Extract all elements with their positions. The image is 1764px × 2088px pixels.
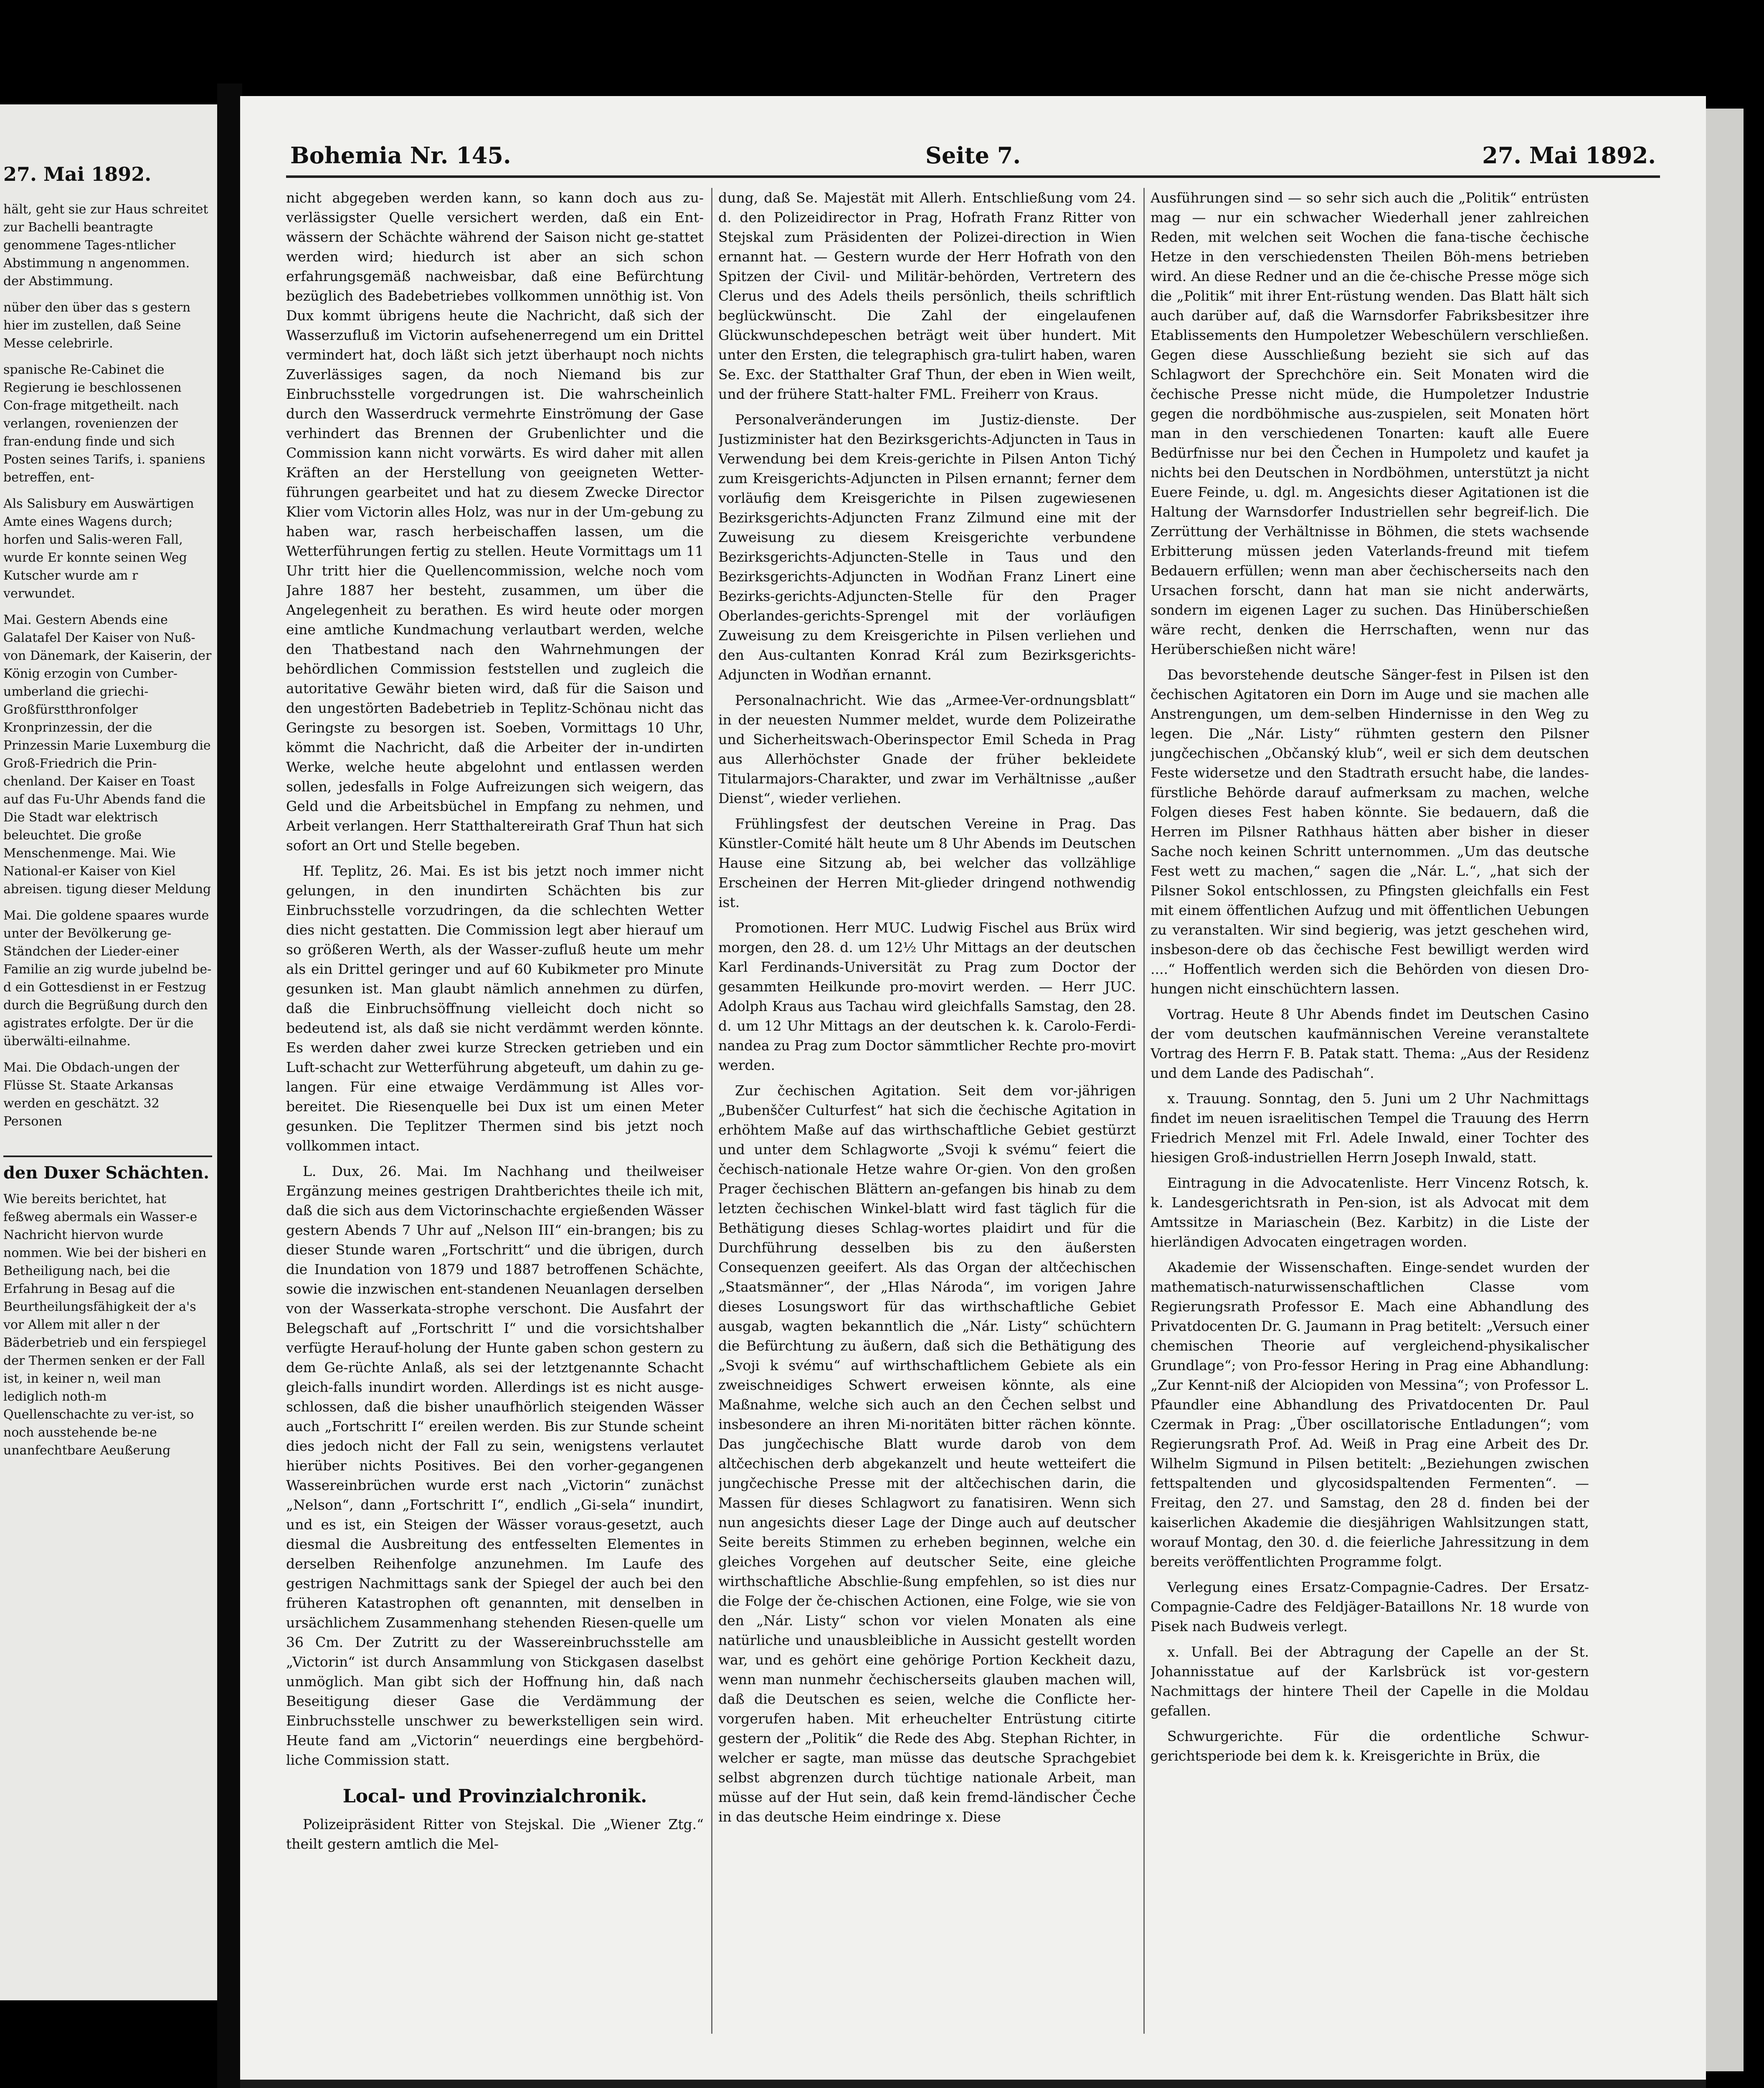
- previous-page-column: [3, 200, 212, 1468]
- previous-page-paragraph: hält, geht sie zur Haus schreitet zur Bachelli beantragte genommene Tages-ntlicher Abstimmung n angenommen. der Abstimmung.: [3, 202, 208, 289]
- article-paragraph: Ausführungen sind — so sehr sich auch die „Politik“ entrüsten mag — nur ein schwacher Wiederhall jener zahlreichen Reden, mit welchen seit Wochen die fana-tische čechische Hetze in den verschiedensten Theilen Böh-mens betrieben wird. An diese Redner und an die če-chische Presse möge sich die „Politik“ mit ihrer Ent-rüstung wenden. Das Blatt hält sich auch darüber auf, daß die Warnsdorfer Fabriksbesitzer ihre Etablissements den Humpoletzer Webeschülern verschließen. Gegen diese Ausschließung bezieht sie sich auf das Schlagwort der Sprechchöre ein. Seit Monaten wird die čechische Presse nicht müde, die Humpoletzer Industrie gegen die nordböhmische aus-zuspielen, seit Monaten hört man in den verschiedenen Tonarten: kauft alle Euere Bedürfnisse nur bei den Čechen in Humpoletz und kaufet ja nichts bei den Deutschen in Nordböhmen, unterstützt ja nicht Euere Feinde, u. dgl. m. Angesichts dieser Agitationen ist die Haltung der Warnsdorfer Industriellen sehr begreif-lich. Die Zerrüttung der Verhältnisse in Böhmen, die stets wachsende Erbitterung müssen jeden Vaterlands-freund mit tiefem Bedauern erfüllen; wenn man aber čechischerseits nach den Ursachen forscht, dann hat man sie nicht anderwärts, sondern im eigenen Lager zu suchen. Das Hinüberschießen wäre recht, denken die Herrschaften, wenn nur das Herüberschießen nicht wäre!: [1151, 190, 1589, 657]
- previous-page-section-heading: den Duxer Schächten.: [3, 1155, 212, 1182]
- article-paragraph: Schwurgerichte. Für die ordentliche Schwur-gerichtsperiode bei dem k. k. Kreisgerichte in Brüx, die: [1151, 1728, 1589, 1764]
- article-paragraph: Akademie der Wissenschaften. Einge-sendet wurden der mathematisch-naturwissenschaftlichen Classe vom Regierungsrath Professor E. Mach eine Abhandlung des Privatdocenten Dr. G. Jaumann in Prag betitelt: „Versuch einer chemischen Theorie auf vergleichend-physikalischer Grundlage“; von Pro-fessor Hering in Prag eine Abhandlung: „Zur Kennt-niß der Alciopiden von Messina“; von Professor L. Pfaundler eine Abhandlung des Privatdocenten Dr. Paul Czermak in Prag: „Über oscillatorische Entladungen“; vom Regierungsrath Prof. Ad. Weiß in Prag eine Arbeit des Dr. Wilhelm Sigmund in Pilsen betitelt: „Beziehungen zwischen fettspaltenden und glycosidspaltenden Fermenten“. — Freitag, den 27. und Samstag, den 28 d. finden bei der kaiserlichen Akademie die diesjährigen Wahlsitzungen statt, worauf Montag, den 30. d. die feierliche Jahressitzung in dem bereits veröffentlichten Programme folgt.: [1151, 1259, 1589, 1570]
- article-paragraph: nicht abgegeben werden kann, so kann doch aus zu-verlässigster Quelle versichert werden, daß ein Ent-wässern der Schächte während der Saison nicht ge-stattet werden wird; hiedurch ist aber an sich schon erfahrungsgemäß nachweisbar, daß eine Befürchtung bezüglich des Badebetriebes vollkommen unnöthig ist. Von Dux kommt übrigens heute die Nachricht, daß sich der Wasserzufluß im Victorin aufsehenerregend um ein Drittel vermindert hat, doch läßt sich jetzt überhaupt noch nichts Zuverlässiges sagen, da noch Niemand bis zur Einbruchsstelle vorgedrungen ist. Die wahrscheinlich durch den Wasserdruck vermehrte Einströmung der Gase verhindert das Brennen der Grubenlichter und die Commission kann nicht vorwärts. Es wird daher mit allen Kräften an der Herstellung von geeigneten Wetter-führungen gearbeitet und hat zu diesem Zwecke Director Klier vom Victorin alles Holz, was nur in der Um-gebung zu haben war, rasch herbeischaffen lassen, um die Wetterführungen fertig zu stellen. Heute Vormittags um 11 Uhr tritt hier die Quellencommission, welche noch vom Jahre 1887 her besteht, zusammen, um über die Angelegenheit zu berathen. Es wird heute oder morgen eine amtliche Kundmachung verlautbart werden, welche den Thatbestand nach den Wahrnehmungen der behördlichen Commission feststellen und zugleich die autoritative Gewähr bieten wird, daß für die Saison und den ungestörten Badebetrieb in Teplitz-Schönau nicht das Geringste zu besorgen ist. Soeben, Vormittags 10 Uhr, kömmt die Nachricht, daß die Arbeiter der in-undirten Werke, welche heute abgelohnt und entlassen werden sollen, jedesfalls in Folge Aufreizungen sich weigern, das Geld und die Arbeitsbüchel in Empfang zu nehmen, und Arbeit verlangen. Herr Statthaltereirath Graf Thun hat sich sofort an Ort und Stelle begeben.: [286, 190, 704, 854]
- column-2: [718, 188, 1136, 2034]
- previous-page-paragraph: Als Salisbury em Auswärtigen Amte eines Wagens durch; horfen und Salis-weren Fall, wurde Er konnte seinen Weg Kutscher wurde am r verwundet.: [3, 497, 194, 601]
- previous-page-paragraph: Mai. Die goldene spaares wurde unter der Bevölkerung ge-Ständchen der Lieder-einer Familie an zig wurde jubelnd be-d ein Gottesdienst in er Festzug durch die Begrüßung durch den agistrates erfolgte. Der ür die überwälti-eilnahme.: [3, 908, 212, 1049]
- article-paragraph: Hf. Teplitz, 26. Mai. Es ist bis jetzt noch immer nicht gelungen, in den inundirten Schächten bis zur Einbruchsstelle vorzudringen, da die schlechten Wetter dies nicht gestatten. Die Commission legt aber hierauf um so größeren Werth, als der Wasser-zufluß heute um mehr als ein Drittel geringer und auf 60 Kubikmeter pro Minute gesunken ist. Man glaubt nämlich annehmen zu dürfen, daß die Einbruchsöffnung vielleicht doch nicht so bedeutend ist, als daß sie nicht verdämmt werden könnte. Es werden daher zwei kurze Strecken getrieben und ein Luft-schacht zur Wetterführung abgeteuft, um dahin zu ge-langen. Für eine etwaige Verdämmung ist Alles vor-bereitet. Die Riesenquelle bei Dux ist um einen Meter gesunken. Die Teplitzer Thermen sind bis jetzt noch vollkommen intact.: [286, 863, 704, 1154]
- article-paragraph: Promotionen. Herr MUC. Ludwig Fischel aus Brüx wird morgen, den 28. d. um 12½ Uhr Mittags an der deutschen Karl Ferdinands-Universität zu Prag zum Doctor der gesammten Heilkunde pro-movirt werden. — Herr JUC. Adolph Kraus aus Tachau wird gleichfalls Samstag, den 28. d. um 12 Uhr Mittags an der deutschen k. k. Carolo-Ferdi-nandea zu Prag zum Doctor sämmtlicher Rechte pro-movirt werden.: [718, 920, 1136, 1073]
- article-paragraph: L. Dux, 26. Mai. Im Nachhang und theilweiser Ergänzung meines gestrigen Drahtberichtes theile ich mit, daß die sich aus dem Victorinschachte ergießenden Wässer gestern Abends 7 Uhr auf „Nelson III“ ein-brangen; bis zu dieser Stunde waren „Fortschritt“ und die übrigen, durch die Inundation von 1879 und 1887 betroffenen Schächte, sowie die inzwischen ent-standenen Neuanlagen derselben von der Wasserkata-strophe verschont. Die Ausfahrt der Belegschaft auf „Fortschritt I“ und die vorsichtshalber verfügte Herauf-holung der Hunte gaben schon gestern zu dem Ge-rüchte Anlaß, als sei der letztgenannte Schacht gleich-falls inundirt worden. Allerdings ist es nicht ausge-schlossen, daß die bisher unaufhörlich steigenden Wässer auch „Fortschritt I“ ereilen werden. Bis zur Stunde scheint dies jedoch nicht der Fall zu sein, wenigstens verlautet hierüber nichts Positives. Bei den vorher-gegangenen Wassereinbrüchen wurde erst nach „Victorin“ zunächst „Nelson“, dann „Fortschritt I“, endlich „Gi-sela“ inundirt, und es ist, ein Steigen der Wässer voraus-gesetzt, auch diesmal die Ausbreitung des entfesselten Elementes in derselben Reihenfolge anzunehmen. Im Laufe des gestrigen Nachmittags sank der Spiegel der auch bei den früheren Katastrophen oft genannten, mit denselben in ursächlichem Zusammenhang stehenden Riesen-quelle um 36 Cm. Der Zutritt zu der Wassereinbruchsstelle am „Victorin“ ist durch Ansammlung von Stickgasen daselbst unmöglich. Man gibt sich der Hoffnung hin, daß nach Beseitigung dieser Gase die Verdämmung der Einbruchsstelle unschwer zu bewerkstelligen sein wird. Heute fand am „Victorin“ neuerdings eine bergbehörd-liche Commission statt.: [286, 1163, 704, 1768]
- previous-page-paragraph: Mai. Die Obdach-ungen der Flüsse St. Staate Arkansas werden en geschätzt. 32 Personen: [3, 1060, 180, 1129]
- article-paragraph: Das bevorstehende deutsche Sänger-fest in Pilsen ist den čechischen Agitatoren ein Dorn im Auge und sie machen alle Anstrengungen, um dem-selben Hindernisse in den Weg zu legen. Die „Nár. Listy“ rühmten gestern den Pilsner jungčechischen „Občanský klub“, weil er sich dem deutschen Feste widersetze und den Stadtrath ersucht habe, die landes-fürstliche Behörde darauf aufmerksam zu machen, welche Folgen dieses Fest haben könnte. Sie bedauern, daß die Herren im Pilsner Rathhaus hätten aber bisher in dieser Sache noch keinen Schritt unternommen. „Um das deutsche Fest wett zu machen,“ sagen die „Nár. L.“, „hat sich der Pilsner Sokol entschlossen, zu Pfingsten gleichfalls ein Fest mit einem öffentlichen Aufzug und mit öffentlichen Uebungen zu veranstalten. Wir sind begierig, was jetzt geschehen wird, insbeson-dere ob das čechische Fest bewilligt werden wird ....“ Hoffentlich werden sich die Behörden von diesen Dro-hungen nicht einschüchtern lassen.: [1151, 666, 1589, 997]
- article-paragraph: Eintragung in die Advocatenliste. Herr Vincenz Rotsch, k. k. Landesgerichtsrath in Pen-sion, ist als Advocat mit dem Amtssitze in Mariaschein (Bez. Karbitz) in die Liste der hierländigen Advocaten eingetragen worden.: [1151, 1175, 1589, 1250]
- article-paragraph: x. Unfall. Bei der Abtragung der Capelle an der St. Johannisstatue auf der Karlsbrück ist vor-gestern Nachmittags der hintere Theil der Capelle in die Moldau gefallen.: [1151, 1644, 1589, 1719]
- header-rule: [286, 175, 1660, 178]
- article-paragraph: Vortrag. Heute 8 Uhr Abends findet im Deutschen Casino der vom deutschen kaufmännischen Vereine veranstaltete Vortrag des Herrn F. B. Patak statt. Thema: „Aus der Residenz und dem Lande des Padischah“.: [1151, 1006, 1589, 1081]
- previous-page-paragraph: nüber den über das s gestern hier im zustellen, daß Seine Messe celebrirle.: [3, 300, 191, 351]
- article-paragraph: dung, daß Se. Majestät mit Allerh. Entschließung vom 24. d. den Polizeidirector in Prag, Hofrath Franz Ritter von Stejskal zum Präsidenten der Polizei-direction in Wien ernannt hat. — Gestern wurde der Herr Hofrath von den Spitzen der Civil- und Militär-behörden, Vertretern des Clerus und des Adels theils persönlich, theils schriftlich beglückwünscht. Die Zahl der eingelaufenen Glückwunschdepeschen beträgt weit über hundert. Mit unter den Ersten, die telegraphisch gra-tulirt haben, waren Se. Exc. der Statthalter Graf Thun, der eben in Wien weilt, und der frühere Statt-halter FML. Freiherr von Kraus.: [718, 190, 1136, 402]
- header-date: 27. Mai 1892.: [1482, 142, 1656, 169]
- previous-page-date: 27. Mai 1892.: [3, 163, 152, 185]
- article-paragraph: Personalnachricht. Wie das „Armee-Ver-ordnungsblatt“ in der neuesten Nummer meldet, wurde dem Polizeirathe und Sicherheitswach-Oberinspector Emil Scheda in Prag aus Allerhöchster Gnade der früher bekleidete Titularmajors-Charakter, und zwar im Verhältnisse „außer Dienst“, wieder verliehen.: [718, 692, 1136, 806]
- section-heading: Local- und Provinzialchronik.: [342, 1786, 647, 1807]
- article-paragraph: x. Trauung. Sonntag, den 5. Juni um 2 Uhr Nachmittags findet im neuen israelitischen Tempel die Trauung des Herrn Friedrich Menzel mit Frl. Adele Inwald, einer Tochter des hiesigen Groß-industriellen Herrn Joseph Inwald, statt.: [1151, 1090, 1589, 1166]
- calibration-strip: [240, 2080, 1706, 2088]
- article-paragraph: Zur čechischen Agitation. Seit dem vor-jährigen „Bubenščer Culturfest“ hat sich die čechische Agitation in erhöhtem Maße auf das wirthschaftliche Gebiet gestürzt und unter dem Schlagworte „Svoji k svému“ feiert die čechisch-nationale Hetze wahre Or-gien. Von den großen Prager čechischen Blättern an-gefangen bis hinab zu dem letzten čechischen Winkel-blatt wird fast täglich für die Bethätigung dieses Schlag-wortes plaidirt und für die Durchführung desselben bis zu den äußersten Consequenzen geeifert. Als das Organ der altčechischen „Staatsmänner“, der „Hlas Národa“, im vorigen Jahre dieses Losungswort für das wirthschaftliche Gebiet ausgab, wagten bekanntlich die „Nár. Listy“ schüchtern die Befürchtung zu äußern, daß sich die Bethätigung des „Svoji k svému“ auf wirthschaftlichem Gebiete als ein zweischneidiges Schwert erweisen könnte, als eine Maßnahme, welche sich auch an den Čechen selbst und insbesondere an ihren Mi-noritäten bitter rächen könnte. Das jungčechische Blatt wurde darob von dem altčechischen derb abgekanzelt und heute wetteifert die jungčechische Presse mit der altčechischen darin, die Massen für dieses Schlagwort zu fanatisiren. Wenn sich nun angesichts dieser Lage der Dinge auch auf deutscher Seite bereits Stimmen zu erheben beginnen, welche ein gleiches Vorgehen auf deutscher Seite, eine gleiche wirthschaftliche Abschlie-ßung empfehlen, so ist dies nur die Folge der če-chischen Actionen, eine Folge, wie sie von den „Nár. Listy“ schon vor vielen Monaten als eine natürliche und unausbleibliche in Aussicht gestellt worden war, und es gehört eine gehörige Portion Keckheit dazu, wenn man nunmehr čechischerseits glauben machen will, daß die Deutschen es seien, welche die Conflicte her-vorgerufen haben. Mit erheuchelter Entrüstung citirte gestern der „Politik“ die Rede des Abg. Stephan Richter, in welcher er sagte, man müsse das deutsche Sprachgebiet selbst abgrenzen durch tüchtige nationale Arbeit, man müsse auf der Hut sein, daß kein fremd-ländischer Čeche in das deutsche Heim eindringe x. Diese: [718, 1082, 1136, 1825]
- header-masthead: Bohemia Nr. 145.: [290, 142, 511, 169]
- article-paragraph: Frühlingsfest der deutschen Vereine in Prag. Das Künstler-Comité hält heute um 8 Uhr Abends im Deutschen Hause eine Sitzung ab, bei welcher das vollzählige Erscheinen der Herren Mit-glieder dringend nothwendig ist.: [718, 816, 1136, 910]
- page-header: [290, 142, 1656, 171]
- column-divider: [711, 188, 712, 2034]
- previous-page-paragraph: Wie bereits berichtet, hat feßweg abermals ein Wasser-e Nachricht hiervon wurde nommen. Wie bei der bisheri en Betheiligung nach, bei die Erfahrung in Besag auf die Beurtheilungsfähigkeit der a's vor Allem mit aller n der Bäderbetrieb und ein ferspiegel der Thermen senken er der Fall ist, in keiner n, weil man lediglich noth-m Quellenschachte zu ver-ist, so noch ausstehende be-ne unanfechtbare Aeußerung: [3, 1192, 207, 1458]
- page-edge: [1706, 109, 1744, 2071]
- previous-page-paragraph: spanische Re-Cabinet die Regierung ie beschlossenen Con-frage mitgetheilt. nach verlangen, rovenienzen der fran-endung finde und sich Posten seines Tarifs, i. spaniens betreffen, ent-: [3, 362, 205, 485]
- newspaper-page: [240, 96, 1706, 2080]
- previous-page-paragraph: Mai. Gestern Abends eine Galatafel Der Kaiser von Nuß-von Dänemark, der Kaiserin, der König erzogin von Cumber-umberland die griechi-Großfürstthronfolger Kronprinzessin, der die Prinzessin Marie Luxemburg die Groß-Friedrich die Prin-chenland. Der Kaiser en Toast auf das Fu-Uhr Abends fand die Die Stadt war elektrisch beleuchtet. Die große Menschenmenge. Mai. Wie National-er Kaiser von Kiel abreisen. tigung dieser Meldung: [3, 613, 212, 897]
- binding-fold: [217, 84, 242, 2088]
- article-paragraph: Personalveränderungen im Justiz-dienste. Der Justizminister hat den Bezirksgerichts-Adjuncten in Taus in Verwendung bei dem Kreis-gerichte in Pilsen Anton Tichý zum Kreisgerichts-Adjuncten in Pilsen ernannt; ferner dem vorläufig dem Kreisgerichte in Pilsen zugewiesenen Bezirksgerichts-Adjuncten Franz Zilmund eine mit der Zuweisung zu diesem Kreisgerichte verbundene Bezirksgerichts-Adjuncten-Stelle in Taus und den Bezirksgerichts-Adjuncten in Wodňan Franz Linert eine Bezirks-gerichts-Adjuncten-Stelle für den Prager Oberlandes-gerichts-Sprengel mit der vorläufigen Zuweisung zu dem Kreisgerichte in Pilsen verliehen und den Aus-cultanten Konrad Král zum Bezirksgerichts-Adjuncten in Wodňan ernannt.: [718, 411, 1136, 683]
- article-paragraph: Verlegung eines Ersatz-Compagnie-Cadres. Der Ersatz-Compagnie-Cadre des Feldjäger-Bataillons Nr. 18 wurde von Pisek nach Budweis verlegt.: [1151, 1579, 1589, 1634]
- previous-page: [0, 104, 217, 2000]
- article-paragraph: Polizeipräsident Ritter von Stejskal. Die „Wiener Ztg.“ theilt gestern amtlich die Mel-: [286, 1816, 704, 1852]
- column-divider: [1143, 188, 1145, 2034]
- column-1: [286, 188, 704, 2034]
- column-3: [1151, 188, 1589, 2034]
- header-page-number: Seite 7.: [925, 142, 1021, 169]
